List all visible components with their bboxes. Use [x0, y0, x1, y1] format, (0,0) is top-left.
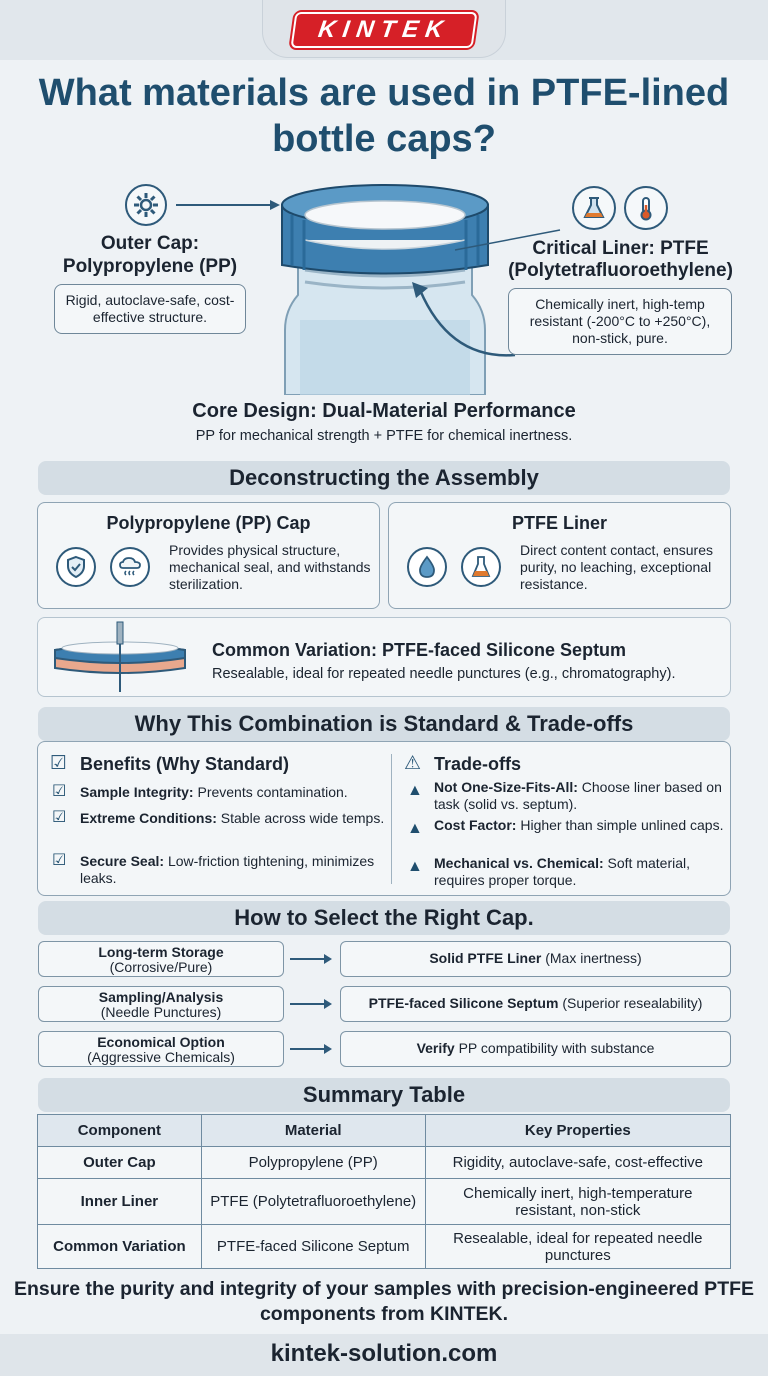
tradeoff-item: Cost Factor: Higher than simple unlined caps.	[434, 817, 724, 833]
table-cell: Rigidity, autoclave-safe, cost-effective	[425, 1147, 730, 1179]
arrow-right-icon	[290, 1048, 330, 1050]
core-design-subtitle: PP for mechanical strength + PTFE for chemical inertness.	[195, 428, 573, 444]
warning-icon: ⚠	[404, 753, 422, 774]
core-design-title: Core Design: Dual-Material Performance	[192, 400, 576, 422]
pp-cap-panel	[37, 502, 380, 609]
table-cell: Resealable, ideal for repeated needle punctures	[425, 1225, 730, 1269]
table-cell: Polypropylene (PP)	[201, 1147, 425, 1179]
table-row	[38, 1147, 731, 1179]
warning-icon: ▲	[407, 782, 423, 799]
logo-text: KINTEK	[316, 16, 452, 43]
selection-choice: PTFE-faced Silicone Septum (Superior resealability)	[340, 986, 731, 1022]
shield-icon	[56, 547, 96, 587]
variation-desc: Resealable, ideal for repeated needle punctures (e.g., chromatography).	[212, 666, 676, 682]
outer-cap-label: Outer Cap: Polypropylene (PP)	[62, 233, 238, 277]
table-cell: PTFE-faced Silicone Septum	[201, 1225, 425, 1269]
check-icon: ☑	[52, 852, 67, 869]
column-header: Key Properties	[425, 1115, 730, 1147]
gear-icon	[125, 184, 167, 226]
variation-panel	[37, 617, 731, 697]
column-header: Component	[38, 1115, 202, 1147]
outer-cap-desc: Rigid, autoclave-safe, cost-effective structure.	[54, 284, 246, 334]
table-cell: Outer Cap	[38, 1147, 202, 1179]
arrow-right-icon	[290, 1003, 330, 1005]
why-heading: Why This Combination is Standard & Trade-offs	[38, 707, 730, 741]
steam-cloud-icon	[110, 547, 150, 587]
tradeoff-item: Mechanical vs. Chemical: Soft material, requires proper torque.	[434, 855, 691, 888]
flask-icon	[461, 547, 501, 587]
tradeoff-item: Not One-Size-Fits-All: Choose liner based on task (solid vs. septum).	[434, 779, 722, 812]
table-cell: Chemically inert, high-temperature resistant, non-stick	[425, 1179, 730, 1225]
ptfe-liner-title: PTFE Liner	[511, 513, 607, 533]
arrow-right-icon	[290, 958, 330, 960]
liner-label: Critical Liner: PTFE (Polytetrafluoroethylene)	[508, 238, 733, 281]
checkmark-circle-icon: ☑	[50, 753, 68, 774]
warning-icon: ▲	[407, 820, 423, 837]
ptfe-liner-panel	[388, 502, 731, 609]
table-cell: Common Variation	[38, 1225, 202, 1269]
cta-text: Ensure the purity and integrity of your samples with precision-engineered PTFE components from KINTEK.	[13, 1278, 755, 1325]
select-heading: How to Select the Right Cap.	[38, 901, 730, 935]
table-row	[38, 1179, 731, 1225]
selection-choice: Verify PP compatibility with substance	[340, 1031, 731, 1067]
assembly-heading: Deconstructing the Assembly	[38, 461, 730, 495]
column-header: Material	[201, 1115, 425, 1147]
benefits-title: Benefits (Why Standard)	[80, 754, 290, 774]
flask-icon	[572, 186, 616, 230]
table-row	[38, 1225, 731, 1269]
pp-cap-desc: Provides physical structure, mechanical seal, and withstands sterilization.	[169, 542, 371, 592]
summary-heading: Summary Table	[38, 1078, 730, 1112]
variation-title: Common Variation: PTFE-faced Silicone Septum	[212, 640, 627, 660]
liner-desc: Chemically inert, high-temp resistant (-200°C to +250°C), non-stick, pure.	[508, 288, 732, 355]
selection-choice: Solid PTFE Liner (Max inertness)	[340, 941, 731, 977]
benefit-item: Sample Integrity: Prevents contamination.	[80, 784, 348, 800]
check-icon: ☑	[52, 783, 67, 800]
benefit-item: Secure Seal: Low-friction tightening, minimizes leaks.	[80, 853, 375, 886]
table-cell: Inner Liner	[38, 1179, 202, 1225]
benefit-item: Extreme Conditions: Stable across wide temps.	[80, 810, 385, 826]
selection-need: Long-term Storage (Corrosive/Pure)	[38, 941, 284, 977]
check-icon: ☑	[52, 809, 67, 826]
summary-table	[37, 1114, 731, 1269]
tradeoffs-title: Trade-offs	[434, 754, 522, 774]
kintek-logo[interactable]	[290, 12, 477, 48]
ptfe-liner-desc: Direct content contact, ensures purity, no leaching, exceptional resistance.	[520, 542, 713, 592]
warning-icon: ▲	[407, 858, 423, 875]
website-link[interactable]: kintek-solution.com	[0, 1334, 768, 1376]
selection-need: Economical Option (Aggressive Chemicals)	[38, 1031, 284, 1067]
table-cell: PTFE (Polytetrafluoroethylene)	[201, 1179, 425, 1225]
septum-icon	[50, 620, 190, 696]
page-title: What materials are used in PTFE-lined bottle caps?	[38, 72, 730, 160]
droplet-icon	[407, 547, 447, 587]
pp-cap-title: Polypropylene (PP) Cap	[106, 513, 311, 533]
table-header-row	[38, 1115, 731, 1147]
thermometer-icon	[624, 186, 668, 230]
selection-need: Sampling/Analysis (Needle Punctures)	[38, 986, 284, 1022]
divider	[391, 754, 392, 884]
why-panel	[37, 741, 731, 896]
